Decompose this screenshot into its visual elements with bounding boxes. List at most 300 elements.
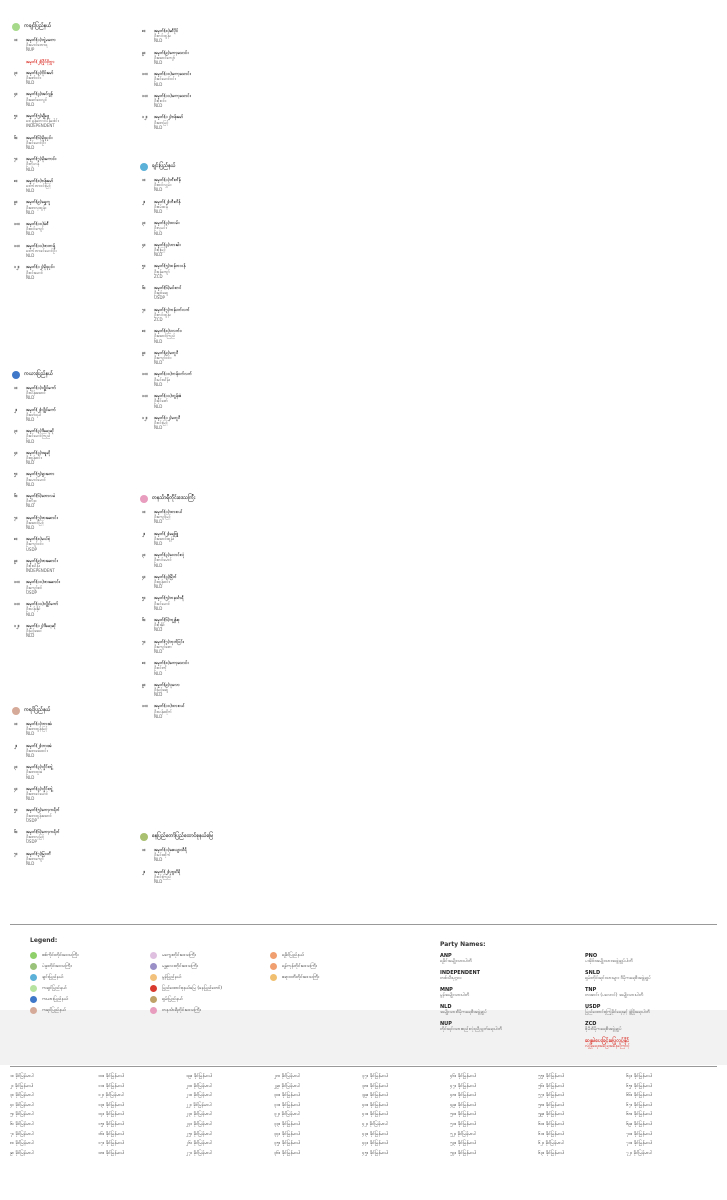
- constituency-name: အမှတ်(၂)ဘားအံ: [26, 742, 52, 748]
- entry-number: ၇။: [14, 514, 18, 520]
- party-code: NLD: [26, 633, 35, 639]
- constituency-name: အမှတ်(၆)ဘောလခဲ: [26, 493, 56, 499]
- party-code: USDP: [26, 546, 37, 552]
- legend-label: ရှမ်းပြည်နယ်: [162, 996, 183, 1002]
- footer-line: ၂၁။ ခိုင်မြန်မာပါ: [186, 1093, 212, 1099]
- entry-number: ၄။: [14, 785, 18, 791]
- region-color-dot: [12, 371, 20, 379]
- constituency-entry: [140, 703, 238, 719]
- footer-line: ၉။ ခိုင်မြန်မာပါ: [10, 1150, 34, 1156]
- candidate-name: ဦးတင်ထွန်း: [154, 311, 171, 317]
- constituency-entry: [12, 558, 110, 574]
- constituency-name: အမှတ်(၁၀)ကော့သောင်း: [154, 71, 191, 77]
- result-column: [140, 22, 238, 922]
- party-code: INDEPENDENT: [26, 123, 55, 129]
- legend-label: မန္တလေးတိုင်းဒေသကြီး: [162, 963, 198, 969]
- constituency-entry: [12, 91, 110, 107]
- candidate-name: ဦးဝင်းမောင်: [26, 269, 44, 275]
- party-code: NLD: [26, 611, 35, 617]
- constituency-name: အမှတ်(၄)ဟားခါး: [154, 241, 181, 247]
- party-code: NLD: [26, 209, 35, 215]
- footer-line: ၂၃။ ခိုင်မြန်မာပါ: [186, 1112, 212, 1118]
- entry-number: ၅။: [142, 595, 146, 601]
- constituency-entry: [12, 515, 110, 531]
- footer-line: ၃။ ခိုင်မြန်မာပါ: [10, 1093, 34, 1099]
- constituency-entry: [140, 371, 238, 387]
- party-code: NLD: [154, 230, 163, 236]
- party-code: USDP: [585, 1004, 601, 1010]
- constituency-name: အမှတ်(၆)ကျွန်းစု: [154, 617, 180, 623]
- party-code: NLD: [26, 166, 35, 172]
- legend-label: တနင်္သာရီတိုင်းဒေသကြီး: [162, 1007, 201, 1013]
- footer-line: ၃၅။ ခိုင်မြန်မာပါ: [274, 1141, 301, 1147]
- legend-item: [150, 996, 183, 1003]
- legend-label: ကချင်ပြည်နယ်: [42, 985, 67, 991]
- constituency-name: အမှတ်(၁၁)လွိုင်ကော်: [26, 601, 59, 607]
- region-block: [140, 162, 238, 430]
- constituency-entry: [12, 579, 110, 595]
- entry-number: ၉။: [142, 349, 146, 355]
- legend-item: [150, 952, 196, 959]
- party-name-item: [585, 1022, 715, 1032]
- candidate-name: ဦးဝင်းမြင့်: [154, 419, 168, 425]
- constituency-name: အမှတ်(၇)ဘုတ်ပြင်း: [154, 638, 184, 644]
- candidate-name: ဦးချစ်ဆွေ: [154, 290, 169, 296]
- constituency-name: အမှတ်(၁)တွဲမတော: [26, 37, 56, 42]
- footer-line: ၆၀။ ခိုင်မြန်မာပါ: [538, 1121, 565, 1127]
- entry-number: ၅။: [14, 471, 18, 477]
- legend-color-dot: [150, 952, 157, 959]
- footer-line: ၁၅။ ခိုင်မြန်မာပါ: [98, 1121, 125, 1127]
- constituency-name: အမှတ်(၆)မိုးညှင်း: [26, 134, 53, 140]
- footer-line: ၂၀။ ခိုင်မြန်မာပါ: [186, 1083, 212, 1089]
- entry-number: ၁။: [142, 847, 146, 852]
- legend-label: ချင်းပြည်နယ်: [42, 974, 64, 980]
- party-description: တအာင်း (ပလောင်) အမျိုးသားပါတီ: [585, 993, 644, 999]
- candidate-name: ဦးကျော်ဝင်း: [26, 541, 44, 547]
- footer-line: ၂၅။ ခိုင်မြန်မာပါ: [186, 1131, 212, 1137]
- footer-line: ၃၇။ ခိုင်မြန်မာပါ: [362, 1074, 389, 1079]
- constituency-name: အမှတ်(၄)လှိုင်းဘွဲ့: [26, 785, 53, 791]
- party-code: NLD: [26, 253, 35, 259]
- entry-number: ၄။: [142, 573, 146, 579]
- constituency-name: အမှတ်(၁)တီးတိန်: [154, 177, 181, 182]
- footer-line: ၁၂။ ခိုင်မြန်မာပါ: [98, 1093, 124, 1099]
- party-code: NUP: [440, 1021, 452, 1027]
- constituency-entry: [12, 829, 110, 845]
- legend-label: ကယားပြည်နယ်: [42, 996, 69, 1002]
- party-name-item: [440, 1005, 570, 1015]
- constituency-name: အမှတ်(၅)ကော့ကရိတ်: [26, 807, 60, 813]
- constituency-name: အမှတ်(၆)ကော့ကရိတ်: [26, 829, 60, 835]
- candidate-name: ဦးထွန်းဝင်း: [26, 455, 42, 461]
- constituency-name: အမှတ်(၁၂)မိုးညှင်း: [26, 264, 55, 270]
- footer-column: [538, 1072, 622, 1158]
- candidate-name: ဦးဝင်းကြည်: [154, 873, 172, 879]
- footer-list: [10, 1072, 717, 1192]
- region-color-dot: [12, 23, 20, 31]
- legend-item: [30, 952, 78, 959]
- region-header: [12, 370, 110, 379]
- footer-line: ၄၄။ ခိုင်မြန်မာပါ: [362, 1141, 389, 1147]
- footer-line: ၃၃။ ခိုင်မြန်မာပါ: [274, 1121, 301, 1127]
- party-code: NLD: [154, 649, 163, 655]
- constituency-name: အမှတ်(၁၁)ကော့သောင်း: [154, 92, 191, 98]
- constituency-entry: [12, 721, 110, 737]
- region-block: [12, 706, 110, 866]
- entry-number: ၈။: [14, 177, 18, 183]
- entry-number: ၁၁။: [14, 242, 20, 248]
- footer-line: ၅၈။ ခိုင်မြန်မာပါ: [538, 1102, 565, 1108]
- entry-number: ၃။: [14, 69, 18, 75]
- party-name-item: [440, 988, 570, 998]
- constituency-entry: [140, 93, 238, 109]
- candidate-name: ဦးထင်ကျော်: [26, 226, 44, 232]
- constituency-entry: [12, 536, 110, 552]
- constituency-name: အမှတ်(၇)မိုးကောင်း: [26, 156, 57, 162]
- constituency-entry: [140, 617, 238, 633]
- footer-line: ၄၅။ ခိုင်မြန်မာပါ: [362, 1150, 389, 1156]
- party-code: NLD: [154, 713, 163, 719]
- constituency-entry: [140, 220, 238, 236]
- party-code: NLD: [26, 417, 35, 423]
- footer-column: [274, 1072, 358, 1158]
- footer-line: ၆၉။ ခိုင်မြန်မာပါ: [626, 1121, 653, 1127]
- entry-number: ၁၀။: [14, 221, 20, 227]
- legend-label: မကွေးတိုင်းဒေသကြီး: [162, 952, 196, 958]
- candidate-name: ဦးမင်းထိုက်: [154, 852, 171, 858]
- footer-line: ၂။ ခိုင်မြန်မာပါ: [10, 1083, 34, 1089]
- footer-line: ၇။ ခိုင်မြန်မာပါ: [10, 1131, 34, 1137]
- footer-line: ၆၁။ ခိုင်မြန်မာပါ: [538, 1131, 565, 1137]
- footer-line: ၃၈။ ခိုင်မြန်မာပါ: [362, 1083, 389, 1089]
- footer-line: ၆၆။ ခိုင်မြန်မာပါ: [626, 1093, 653, 1099]
- region-block: [140, 22, 238, 130]
- constituency-entry: [140, 114, 238, 130]
- footer-line: ၈။ ခိုင်မြန်မာပါ: [10, 1141, 34, 1147]
- footer-line: ၂၄။ ခိုင်မြန်မာပါ: [186, 1121, 212, 1127]
- party-code: INDEPENDENT: [26, 568, 55, 574]
- constituency-entry: [12, 428, 110, 444]
- region-block: [12, 370, 110, 638]
- entry-number: ၁၀။: [14, 579, 20, 585]
- candidate-name: ဦးတင်ထွန်း: [154, 33, 171, 39]
- entry-number: ၈။: [142, 660, 146, 666]
- party-name-item: [585, 954, 715, 964]
- constituency-name: အမှတ်(၁)ထားဝယ်: [154, 509, 183, 514]
- legend-item: [30, 974, 63, 981]
- footer-line: ၁၃။ ခိုင်မြန်မာပါ: [98, 1102, 125, 1108]
- constituency-name: အမှတ်(၈)ဗန်းမော်: [26, 177, 54, 183]
- party-code: INDEPENDENT: [440, 970, 481, 976]
- footer-line: ၄။ ခိုင်မြန်မာပါ: [10, 1102, 34, 1108]
- entry-number: ၆။: [142, 285, 146, 291]
- footer-line: ၄၀။ ခိုင်မြန်မာပါ: [362, 1102, 389, 1108]
- entry-number: ၁၁။: [142, 92, 148, 98]
- party-description: ပအိုဝ်းအမျိုးသားအဖွဲ့ချုပ်ပါတီ: [585, 959, 633, 965]
- candidate-name: ဦးမြင့်အေး: [26, 627, 42, 633]
- party-code: NLD: [154, 562, 163, 568]
- candidate-name: ဦးစိုးသိန်း: [26, 563, 40, 569]
- footer-line: ၅၉။ ခိုင်မြန်မာပါ: [538, 1112, 565, 1118]
- candidate-name: ဦးခိုင်ဇော်: [154, 398, 168, 404]
- party-description: တိုင်းရင်းသားစည်းလုံးညီညွတ်ရေးပါတီ: [440, 1027, 502, 1033]
- region-block: [140, 832, 238, 884]
- legend-label: ဧရာဝတီတိုင်းဒေသကြီး: [282, 974, 320, 980]
- legend-item: [30, 996, 68, 1003]
- legend-item: [30, 985, 67, 992]
- constituency-entry: [12, 851, 110, 867]
- region-color-dot: [140, 833, 148, 841]
- footer-line: ၅၁။ ခိုင်မြန်မာပါ: [450, 1121, 477, 1127]
- constituency-name: အမှတ်(၈)ကော့သောင်း: [154, 660, 189, 666]
- region-color-dot: [140, 163, 148, 171]
- footer-line: ၄၃။ ခိုင်မြန်မာပါ: [362, 1131, 389, 1137]
- constituency-entry: [12, 59, 110, 64]
- footer-column: [626, 1072, 710, 1158]
- constituency-name: အမှတ်(၁၁)တွန်းဇံ: [154, 393, 182, 399]
- entry-number: ၆။: [14, 493, 18, 499]
- region-name: ချင်းပြည်နယ်: [152, 162, 176, 169]
- legend-color-dot: [30, 952, 37, 959]
- constituency-entry: [140, 50, 238, 66]
- party-description: ရှမ်းတိုင်းရင်းသားများ ဒီမိုကရေစီအဖွဲ့ချုပ်: [585, 976, 651, 982]
- constituency-name: အမှတ်(၄)ဖရူဆို: [26, 449, 51, 455]
- candidate-name: ဦးဇမ်ထန်: [154, 203, 168, 209]
- party-code: USDP: [26, 589, 37, 595]
- constituency-entry: [140, 682, 238, 698]
- footer-column: [186, 1072, 270, 1158]
- constituency-entry: [140, 869, 238, 885]
- constituency-entry: [12, 156, 110, 172]
- candidate-name: ဒေါက်တာဝင်းမြင့်: [26, 183, 51, 189]
- footer-line: ၁၆။ ခိုင်မြန်မာပါ: [98, 1131, 125, 1137]
- constituency-entry: [12, 70, 110, 86]
- party-code: NLD: [26, 274, 35, 280]
- footer-line: ၇၁။ ခိုင်မြန်မာပါ: [626, 1141, 653, 1147]
- constituency-name: အမှတ်(၈)ဆီပိုင်: [154, 28, 179, 33]
- constituency-entry: [140, 199, 238, 215]
- footer-line: ၃၉။ ခိုင်မြန်မာပါ: [362, 1093, 389, 1099]
- party-code: TNP: [585, 987, 597, 993]
- constituency-entry: [140, 574, 238, 590]
- footer-line: ၆၅။ ခိုင်မြန်မာပါ: [626, 1083, 653, 1089]
- footer-column: [450, 1072, 534, 1158]
- candidate-name: ဦးတင်မောင်: [154, 557, 172, 563]
- party-code: NLD: [154, 541, 163, 547]
- legend-item: [30, 963, 72, 970]
- footer-column: [362, 1072, 446, 1158]
- entry-number: ၁။: [142, 509, 146, 514]
- party-code: USDP: [26, 817, 37, 823]
- region-header: [140, 162, 238, 171]
- entry-number: ၈။: [142, 28, 146, 33]
- party-name-item: [585, 971, 715, 981]
- constituency-entry: [12, 471, 110, 487]
- legend-color-dot: [270, 952, 277, 959]
- party-description: လုံခြုံရေးအခြေအနေကြောင့်: [585, 1044, 630, 1050]
- candidate-name: ဦးသန်းထိုက်: [154, 708, 172, 714]
- party-code: NLD: [26, 460, 35, 466]
- party-description: မွန်အမျိုးသားပါတီ: [440, 993, 470, 999]
- constituency-entry: [140, 552, 238, 568]
- constituency-entry: [140, 847, 238, 863]
- constituency-entry: [12, 113, 110, 129]
- constituency-name: အမှတ်(၁)ဇေယျာသီရိ: [154, 847, 187, 852]
- entry-number: ၉။: [14, 557, 18, 563]
- candidate-name: ဦးဖော်ရယ်: [26, 411, 42, 417]
- footer-line: ၁၄။ ခိုင်မြန်မာပါ: [98, 1112, 125, 1118]
- constituency-name: အမှတ်(၇)မြဝတီ: [26, 850, 51, 856]
- footer-line: ၃၁။ ခိုင်မြန်မာပါ: [274, 1102, 301, 1108]
- entry-number: ၃။: [142, 552, 146, 558]
- constituency-entry: [140, 415, 238, 431]
- party-code: NLD: [154, 338, 163, 344]
- legend-item: [270, 974, 319, 981]
- candidate-name: ဦးမြင့်ဆွေ: [154, 687, 169, 693]
- candidate-name: ဦးစိုးမြင့်: [154, 247, 166, 253]
- constituency-name: အမှတ်(၁၀)ကန်ပက်လက်: [154, 371, 192, 377]
- constituency-name: အမှတ်(၁)ဘားအံ: [26, 721, 52, 726]
- region-block: [140, 494, 238, 719]
- footer-line: ၃၂။ ခိုင်မြန်မာပါ: [274, 1112, 300, 1118]
- footer-line: ၅၇။ ခိုင်မြန်မာပါ: [538, 1093, 565, 1099]
- candidate-name: ဦးထင်လျှမ်း: [154, 182, 172, 188]
- entry-number: ၁။: [142, 177, 146, 182]
- footer-line: ၂၇။ ခိုင်မြန်မာပါ: [186, 1150, 212, 1156]
- candidate-name: ဦးစောထူးခဲ: [26, 769, 43, 775]
- constituency-name: အမှတ်(၇)ဖားဆောင်း: [26, 514, 58, 520]
- entry-number: ၈။: [14, 536, 18, 542]
- entry-number: ၂။: [14, 406, 18, 412]
- entry-number: ၂။: [142, 868, 146, 874]
- entry-number: ၄။: [142, 241, 146, 247]
- legend-label: စစ်ကိုင်းတိုင်းဒေသကြီး: [42, 952, 79, 958]
- party-code: ZCD: [585, 1021, 597, 1027]
- constituency-name: အမှတ်(၁၂)မတူပီ: [154, 414, 181, 420]
- candidate-name: ဦးစောလှမြင့်: [26, 834, 45, 840]
- party-code: NLD: [154, 360, 163, 366]
- party-code: NLD: [26, 80, 35, 86]
- constituency-name: အမှတ်(၁၀)ဖားဆောင်း: [26, 579, 60, 585]
- footer-line: ၅၅။ ခိုင်မြန်မာပါ: [538, 1074, 565, 1079]
- constituency-name: အမှတ်(၄)အင်ဂျန်: [26, 91, 53, 97]
- footer-line: ၅၀။ ခိုင်မြန်မာပါ: [450, 1112, 477, 1118]
- party-code: ZCD: [154, 273, 163, 279]
- constituency-entry: [140, 177, 238, 193]
- constituency-name: အမှတ်(၉)မတူပီ: [154, 349, 179, 355]
- legend-label: ရန်ကုန်တိုင်းဒေသကြီး: [282, 963, 317, 969]
- legend-item: [150, 974, 181, 981]
- footer-line: ၆၂။ ခိုင်မြန်မာပါ: [538, 1141, 564, 1147]
- candidate-name: ဦးခင်မောင်ကြည်: [26, 433, 51, 439]
- footer-line: ၅။ ခိုင်မြန်မာပါ: [10, 1112, 34, 1118]
- legend-label: မွန်ပြည်နယ်: [162, 974, 182, 980]
- legend-label: ပဲခူးတိုင်းဒေသကြီး: [42, 963, 72, 969]
- constituency-entry: [140, 595, 238, 611]
- constituency-name: အမှတ်(၁)လွိုင်ကော်: [26, 385, 57, 390]
- constituency-name: အမှတ်(၅)ထန်တလန်: [154, 263, 186, 269]
- constituency-name: အမှတ်(၆)မင်းတပ်: [154, 285, 182, 291]
- party-code: NLD: [154, 38, 163, 44]
- party-name-item: [440, 954, 570, 964]
- constituency-entry: [12, 601, 110, 617]
- footer-line: ၄၂။ ခိုင်မြန်မာပါ: [362, 1121, 388, 1127]
- party-code: NLD: [26, 796, 35, 802]
- region-header: [140, 494, 238, 503]
- region-block: [12, 22, 110, 280]
- footer-line: ၂၂။ ခိုင်မြန်မာပါ: [186, 1102, 212, 1108]
- party-code: NLD: [154, 81, 163, 87]
- constituency-name: အမှတ်(၃)လှိုင်းဘွဲ့: [26, 764, 53, 770]
- constituency-entry: [12, 493, 110, 509]
- constituency-entry: [12, 623, 110, 639]
- footer-line: ၄၆။ ခိုင်မြန်မာပါ: [450, 1074, 477, 1079]
- candidate-name: ဦးကျော်ဇင်: [26, 584, 43, 590]
- region-color-dot: [12, 707, 20, 715]
- footer-line: ၄၇။ ခိုင်မြန်မာပါ: [450, 1083, 477, 1089]
- party-code: NLD: [26, 481, 35, 487]
- constituency-name: အမှတ်(၉)ဖားဆောင်း: [26, 557, 58, 563]
- constituency-name: အမှတ်(၅)တနင်္သာရီ: [154, 595, 184, 601]
- footer-line: ၂၉။ ခိုင်မြန်မာပါ: [274, 1083, 300, 1089]
- constituency-entry: [12, 786, 110, 802]
- region-header: [140, 832, 238, 841]
- constituency-name: အမှတ်(၁၂)ဒီမော့ဆို: [26, 622, 56, 628]
- candidate-name: ဦးခင်မောင်ဝင်း: [154, 76, 176, 82]
- party-code: NLD: [26, 731, 35, 737]
- candidate-name: ဦးသိန်းအောင်: [26, 390, 46, 396]
- constituency-name: အမှတ်(၇)ကန်ပက်လက်: [154, 306, 190, 312]
- candidate-name: ဦးမောင်တောရ: [26, 42, 48, 48]
- entry-number: ၇။: [14, 156, 18, 162]
- party-code: NLD: [154, 692, 163, 698]
- party-code: NLD: [26, 231, 35, 237]
- entry-number: ၉။: [142, 681, 146, 687]
- entry-number: ၇။: [142, 638, 146, 644]
- legend-color-dot: [150, 1007, 157, 1014]
- party-code: NLD: [26, 101, 35, 107]
- party-code: NLD: [26, 145, 35, 151]
- legend-color-dot: [30, 996, 37, 1003]
- entry-number: ၁၂။: [14, 264, 20, 270]
- divider: [10, 924, 717, 925]
- party-code: NLD: [154, 209, 163, 215]
- legend-color-dot: [30, 985, 37, 992]
- region-name: ကယားပြည်နယ်: [24, 370, 54, 377]
- entry-number: ၁၂။: [14, 622, 20, 628]
- region-color-dot: [140, 495, 148, 503]
- candidate-name: ဦးအောင်ကြည်: [154, 333, 176, 339]
- constituency-name: အမှတ်(၁၁)ဖားကန့်: [26, 242, 55, 248]
- entry-number: ၁၁။: [142, 393, 148, 399]
- footer-line: ၆၇။ ခိုင်မြန်မာပါ: [626, 1102, 653, 1108]
- candidate-name: ဦးကျော်မြင့်: [154, 514, 171, 520]
- entry-number: ၆။: [142, 617, 146, 623]
- party-description: ပြည်ထောင်စုကြံ့ခိုင်ရေးနှင့် ဖွံ့ဖြိုးရေးပါတီ: [585, 1010, 650, 1016]
- entry-number: ၁၁။: [14, 601, 20, 607]
- legend-color-dot: [30, 1007, 37, 1014]
- constituency-name: အမှတ်(၃)လောင်းလုံ: [154, 552, 185, 558]
- entry-number: ၁၀။: [142, 703, 148, 709]
- candidate-name: ဦးကျော်ဝင်း: [154, 355, 172, 361]
- party-code: NLD: [26, 503, 35, 509]
- region-header: [12, 22, 110, 31]
- legend-item: [150, 1007, 201, 1014]
- candidate-name: ဒေါ်ခွန်တောင်ပိန်ဒေါင်း: [26, 118, 59, 124]
- party-name-item: [440, 1022, 570, 1032]
- constituency-name: အမှတ်(၅)ရှားတော: [26, 471, 55, 477]
